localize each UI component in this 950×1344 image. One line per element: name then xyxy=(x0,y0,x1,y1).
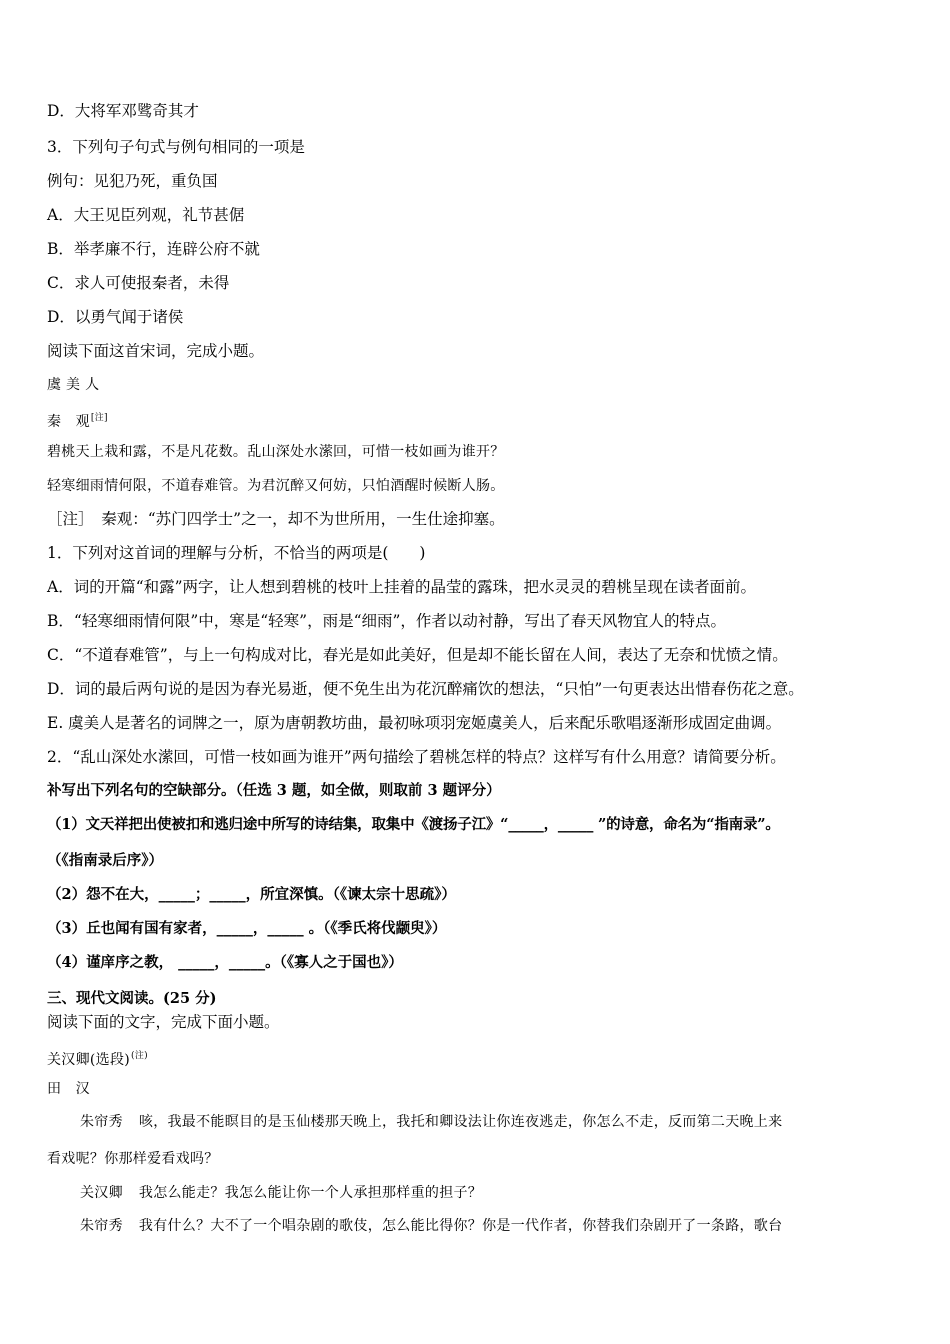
modern-heading: 三、现代文阅读。(25 分) xyxy=(47,990,217,1007)
poem-note: ［注］ 秦观：“苏门四学士”之一，却不为世所用，一生仕途抑塞。 xyxy=(47,510,505,528)
poem-author xyxy=(47,408,108,432)
poem-q2-stem: 2．“乱山深处水潆回，可惜一枝如画为谁开”两句描绘了碧桃怎样的特点？这样写有什么用意？请简要分析。 xyxy=(47,748,786,766)
speaker: 朱帘秀 xyxy=(80,1114,123,1130)
modern-intro: 阅读下面的文字，完成下面小题。 xyxy=(47,1013,280,1031)
dialogue-line xyxy=(80,1216,782,1236)
q3-option-a: A．大王见臣列观，礼节甚倨 xyxy=(47,206,245,224)
dialogue-text: 咳，我最不能瞑目的是玉仙楼那天晚上，我托和卿设法让你连夜逃走，你怎么不走，反而第二天晚上来 xyxy=(138,1114,783,1130)
poem-author-name: 秦 观 xyxy=(47,414,90,430)
modern-author: 田 汉 xyxy=(47,1081,90,1097)
poem-line: 轻寒细雨情何限，不道春难管。为君沉醉又何妨，只怕酒醒时候断人肠。 xyxy=(47,478,505,494)
q3-example: 例句：见犯乃死，重负国 xyxy=(47,172,218,190)
dialogue-text: 我怎么能走？我怎么能让你一个人承担那样重的担子？ xyxy=(138,1185,483,1201)
poem-intro: 阅读下面这首宋词，完成小题。 xyxy=(47,342,265,360)
fill-item-4: （4）谨庠序之教， _____，_____。（《寡人之于国也》） xyxy=(47,954,403,971)
q3-option-c: C．求人可使报秦者，未得 xyxy=(47,274,230,292)
poem-q1-option-b: B．“轻寒细雨情何限”中，寒是“轻寒”，雨是“细雨”，作者以动衬静，写出了春天风物宜人的特点。 xyxy=(47,612,726,630)
speaker: 朱帘秀 xyxy=(80,1218,123,1234)
dialogue-text: 我有什么？大不了一个唱杂剧的歌伎，怎么能比得你？你是一代作者，你替我们杂剧开了一条路，歌台 xyxy=(138,1218,783,1234)
poem-q1-option-a: A．词的开篇“和露”两字，让人想到碧桃的枝叶上挂着的晶莹的露珠，把水灵灵的碧桃呈现在读者面前。 xyxy=(47,578,757,596)
fill-item-1: （1）文天祥把出使被扣和逃归途中所写的诗结集，取集中《渡扬子江》“_____，_____ ”的诗意，命名为“指南录”。 xyxy=(47,816,780,833)
modern-title-text: 关汉卿(选段) xyxy=(47,1052,131,1068)
modern-title xyxy=(47,1046,148,1070)
fill-item-3: （3）丘也闻有国有家者，_____，_____ 。（《季氏将伐颛臾》） xyxy=(47,920,447,937)
modern-title-note: (注) xyxy=(131,1051,148,1061)
fill-item-1-source: （《指南录后序》） xyxy=(47,852,163,869)
q3-option-d: D．以勇气闻于诸侯 xyxy=(47,308,184,326)
dialogue-line xyxy=(80,1183,482,1203)
speaker: 关汉卿 xyxy=(80,1185,123,1201)
q2-option-d: D．大将军邓骘奇其才 xyxy=(47,102,199,120)
q3-option-b: B．举孝廉不行，连辟公府不就 xyxy=(47,240,260,258)
fill-item-2: （2）怨不在大，_____；_____，所宜深慎。（《谏太宗十思疏》） xyxy=(47,886,456,903)
poem-q1-option-e: E. 虞美人是著名的词牌之一，原为唐朝教坊曲，最初咏项羽宠姬虞美人，后来配乐歌唱逐渐形成固定曲调。 xyxy=(47,714,782,732)
fill-heading: 补写出下列名句的空缺部分。（任选 3 题，如全做，则取前 3 题评分） xyxy=(47,782,501,799)
poem-q1-stem: 1．下列对这首词的理解与分析，不恰当的两项是( ) xyxy=(47,544,426,562)
dialogue-text: 看戏呢？你那样爱看戏吗？ xyxy=(47,1151,219,1167)
poem-author-note: [注] xyxy=(90,413,108,423)
poem-q1-option-c: C．“不道春难管”，与上一句构成对比，春光是如此美好，但是却不能长留在人间，表达了无奈和忧愤之情。 xyxy=(47,646,788,664)
poem-q1-option-d: D．词的最后两句说的是因为春光易逝，便不免生出为花沉醉痛饮的想法，“只怕”一句更表达出惜春伤花之意。 xyxy=(47,680,804,698)
dialogue-line xyxy=(47,1149,219,1169)
poem-title: 虞 美 人 xyxy=(47,377,100,393)
dialogue-line xyxy=(80,1112,782,1132)
poem-line: 碧桃天上栽和露，不是凡花数。乱山深处水潆回，可惜一枝如画为谁开？ xyxy=(47,444,505,460)
q3-stem: 3．下列句子句式与例句相同的一项是 xyxy=(47,138,305,156)
